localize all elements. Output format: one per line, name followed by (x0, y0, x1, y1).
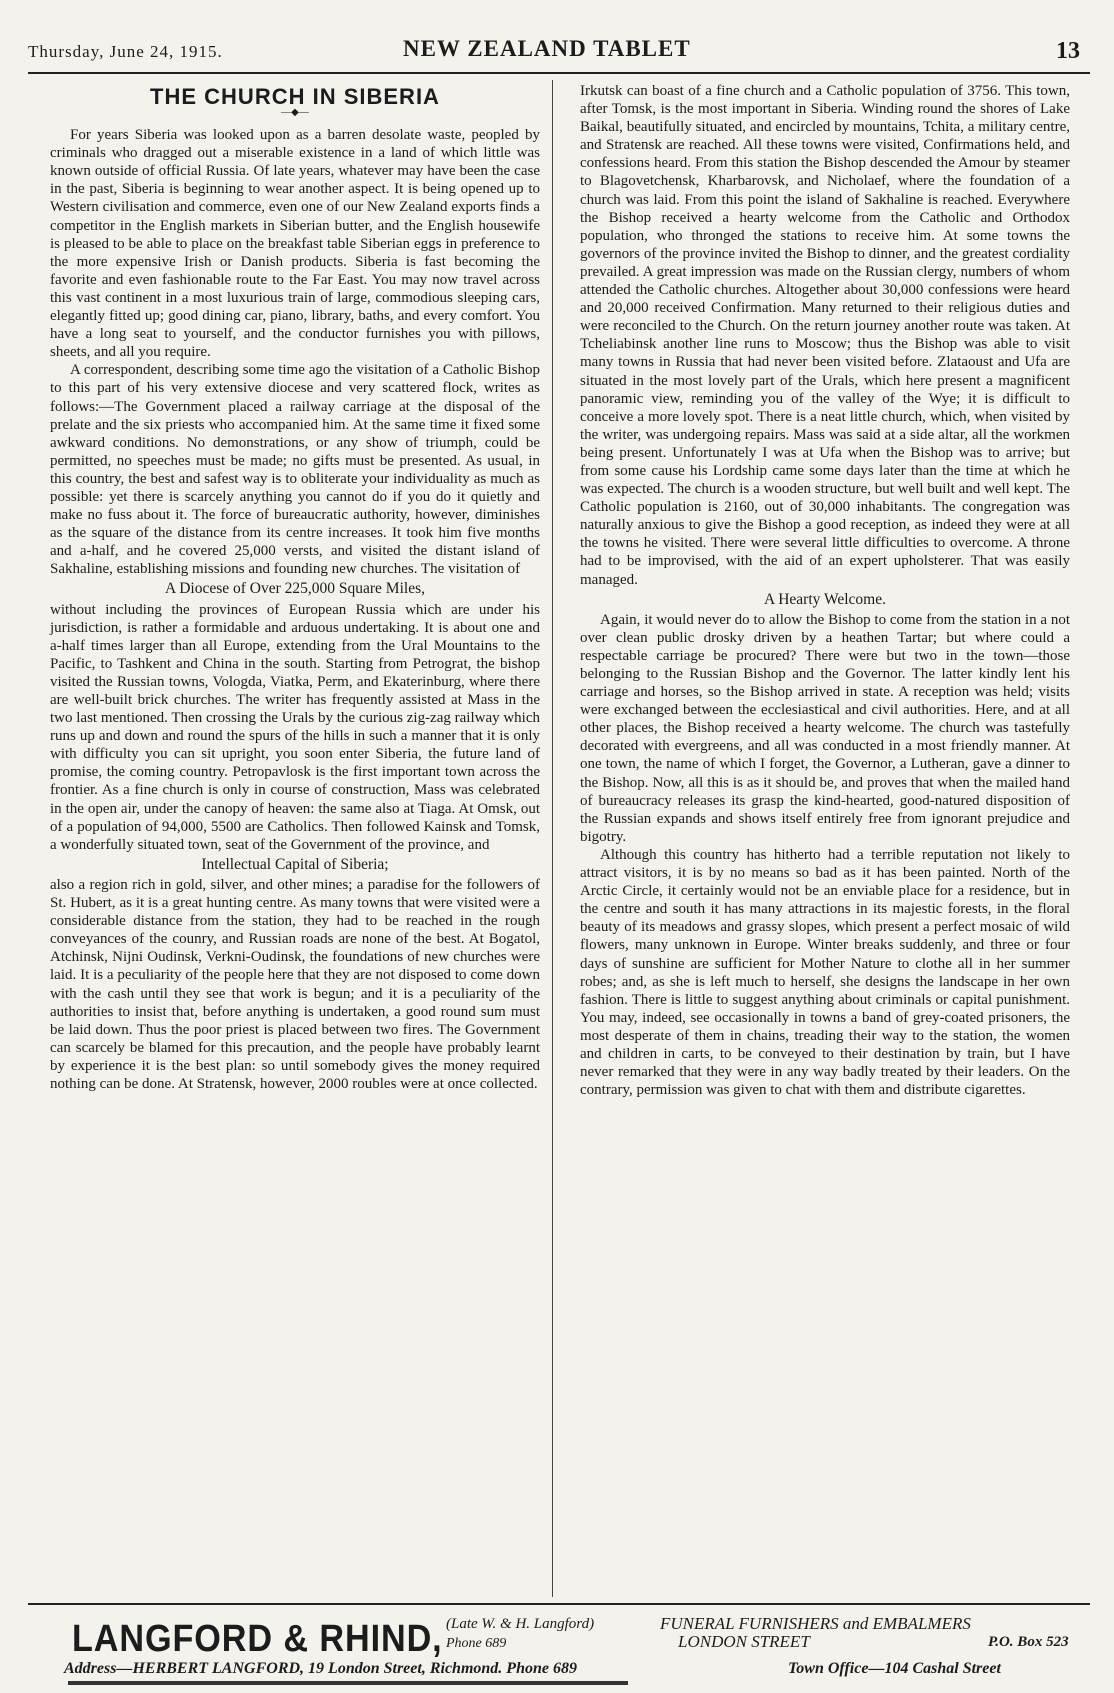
advertiser-street: LONDON STREET (678, 1632, 810, 1651)
advertiser-former-name: (Late W. & H. Langford) (446, 1616, 595, 1632)
page-number: 13 (1056, 38, 1080, 64)
header-rule (28, 72, 1090, 74)
advertiser-town-office: Town Office—104 Cashal Street (788, 1660, 1001, 1677)
advertiser-po-box: P.O. Box 523 (988, 1634, 1069, 1650)
paragraph: A correspondent, describing some time ago the visitation of a Catholic Bishop to this part of his very extensive diocese and very scattered flock, writes as follows:—The Government placed a railway carriage at the disposal of the prelate and the six priests who accompanied him. At the same time it fixed some awkward conditions. No demonstrations, or any show of triumph, could be permitted, no speeches must be made; no gifts must be presented. As usual, in this country, the best and safest way is to obliterate your individuality as much as possible: yet there is scarcely anything you cannot do if you do it quietly and make no fuss about it. The force of bureaucratic authority, however, diminishes as the square of the distance from its centre increases. It took him five months and a-half, and he covered 25,000 versts, and visited the distant island of Sakhaline, establishing missions and founding new churches. The visitation of (50, 362, 540, 578)
title-ornament: —◆— (281, 107, 309, 119)
advertisement (28, 1612, 1090, 1684)
footer-rule (28, 1603, 1090, 1605)
subheading: A Diocese of Over 225,000 Square Miles, (164, 580, 425, 598)
masthead (28, 36, 1088, 70)
paragraph: For years Siberia was looked upon as a barren desolate waste, peopled by criminals who dragged out a miserable existence in a land of which little was known outside of official Russia. Of late years, whatever may have been the case in the past, Siberia is beginning to wear another aspect. It is being opened up to Western civilisation and commerce, even one of our New Zealand exports finds a competitor in the English markets in Siberian butter, and the English housewife is pleased to be able to place on the breakfast table Siberian eggs in preference to the more expensive Irish or Danish products. Siberia is fast becoming the favorite and even fashionable route to the Far East. You may now travel across this vast continent in a most luxurious train of large, commodious sleeping cars, elegantly fitted up; good dining car, piano, library, baths, and every comfort. You have a long seat to yourself, and the conductor furnishes you with pillows, sheets, and all you require. (50, 127, 540, 361)
left-column (50, 82, 540, 1093)
advertiser-services: FUNERAL FURNISHERS and EMBALMERS (660, 1614, 971, 1633)
issue-date: Thursday, June 24, 1915. (28, 42, 223, 61)
advertiser-address: Address—HERBERT LANGFORD, 19 London Street, Richmond. Phone 689 (64, 1660, 577, 1677)
advertiser-name: LANGFORD & RHIND, (72, 1618, 443, 1660)
paragraph: Irkutsk can boast of a fine church and a Catholic population of 3756. This town, after Tomsk, is the most important in Siberia. Winding round the shores of Lake Baikal, beautifully situated, and encircled by mountains, Tchita, a military centre, and Stratensk are reached. All these towns were visited, Confirmations held, and confessions heard. From this station the Bishop descended the Amour by steamer to Blagovetchensk, Kharbarovsk, and Nicholaef, where the foundation of a church was laid. From this point the island of Sakhaline is reached. Everywhere the Bishop received a hearty welcome from the Catholic and Orthodox population, who thronged the stations to receive him. At some towns the governors of the province invited the Bishop to dinner, and the greatest cordiality prevailed. A great impression was made on the Russian clergy, numbers of whom attended the Catholic churches. Altogether about 30,000 confessions were heard and 20,000 received Confirmation. Many returned to their religious duties and were reconciled to the Church. On the return journey another route was taken. At Tcheliabinsk another line runs to Moscow; thus the Bishop was able to visit many towns in Russia that had never been visited before. Zlataoust and Ufa are situated in the most lovely part of the Urals, which here present a magnificent panoramic view, reminding you of the valley of the Wye; it is difficult to conceive a more lovely spot. There is a neat little church, which, when visited by the writer, was undergoing repairs. Mass was said at a side altar, all the workmen being present. Unfortunately I was at Ufa when the Bishop was to arrive; but from some cause his Lordship came some days later than the time at which he was expected. The church is a wooden structure, but well built and well kept. The Catholic population is 2160, out of 30,000 inhabitants. The congregation was naturally anxious to give the Bishop a good reception, as indeed they were at all the towns he visited. There were several little difficulties to overcome. A throne had to be improvised, with the aid of an expert upholsterer. That was easily managed. (580, 83, 1070, 588)
paragraph: also a region rich in gold, silver, and other mines; a paradise for the followers of St. Hubert, as it is a great hunting centre. As many towns that were visited were a considerable distance from the station, they had to be reached in the rough conveyances of the counry, and Russian roads are none of the best. At Bogatol, Atchinsk, Nijni Oudinsk, Verkni-Oudinsk, the foundations of new churches were laid. It is a peculiarity of the people here that they are not disposed to come down with the cash until they see that work is begun; and it is a peculiarity of the authorities to insist that, before anything is undertaken, a good round sum must be laid down. Thus the poor priest is placed between two fires. The Government can scarcely be blamed for this precaution, and the people have probably learnt by experience it is the best plan: so until somebody gives the money required nothing can be done. At Stratensk, however, 2000 roubles were at once collected. (50, 876, 540, 1092)
newspaper-title: NEW ZEALAND TABLET (403, 36, 691, 61)
article-title: THE CHURCH IN SIBERIA (150, 84, 440, 109)
right-column (580, 82, 1070, 1099)
advertiser-phone: Phone 689 (446, 1636, 507, 1651)
paragraph: Again, it would never do to allow the Bishop to come from the station in a not over clean public drosky driven by a heathen Tartar; but where could a respectable carriage be procured? There were but two in the town—those belonging to the Russian Bishop and the Governor. The latter kindly lent his carriage and horses, so the Bishop arrived in state. A reception was held; visits were exchanged between the ecclesiastical and civil authorities. Here, and at all other places, the Bishop received a hearty welcome. The church was tastefully decorated with evergreens, and all was conducted in a most friendly manner. At one town, the name of which I forget, the Governor, a Lutheran, gave a dinner to the Bishop. Now, all this is as it should be, and proves that when the mailed hand of bureaucracy releases its grasp the kind-hearted, good-natured disposition of the Russian expands and shows itself entirely free from ignorant prejudice and bigotry. (580, 611, 1070, 845)
subheading: Intellectual Capital of Siberia; (201, 855, 389, 873)
paragraph: without including the provinces of European Russia which are under his jurisdiction, is rather a formidable and arduous undertaking. It is about one and a-half times larger than all Europe, extending from the Ural Mountains to the Pacific, to Tashkent and China in the south. Starting from Petrograt, the bishop visited the Russian towns, Vologda, Viatka, Perm, and Ekaterinburg, where there are well-built brick churches. The writer has frequently assisted at Mass in the two last mentioned. Then crossing the Urals by the curious zig-zag railway which runs up and down and round the spurs of the hills in such a manner that it is only with difficulty you can sit upright, you soon enter Siberia, the future land of promise, the coming country. Petropavlosk is the first important town across the frontier. As a fine church is only in course of construction, Mass was celebrated in the open air, under the canopy of heaven: the same also at Tiaga. At Omsk, out of a population of 94,000, 5500 are Catholics. Then followed Kainsk and Tomsk, a wonderfully situated town, seat of the Government of the province, and (50, 601, 541, 853)
subheading: A Hearty Welcome. (764, 590, 886, 608)
paragraph: Although this country has hitherto had a terrible reputation not likely to attract visitors, it is by no means so bad as it has been painted. North of the Arctic Circle, it certainly would not be an enviable place for a residence, but in the centre and south it has many attractions in its majestic forests, in the floral beauty of its meadows and grassy slopes, which present a perfect mosaic of wild flowers, many unknown in Europe. Winter breaks suddenly, and three or four days of sunshine are sufficient for Mother Nature to clothe all in her summer robes; and, as she is left much to herself, she designs the landscape in her own fashion. There is little to suggest anything about criminals or capital punishment. You may, indeed, see occasionally in towns a band of grey-coated prisoners, the most desperate of them in chains, treading their way to the station, the women and children in carts, to be conveyed to their destination by train, but I have never remarked that they were in any way badly treated by their leaders. On the contrary, permission was given to chat with them and distribute cigarettes. (580, 846, 1070, 1099)
column-divider (552, 80, 553, 1597)
cropped-line (68, 1681, 628, 1685)
